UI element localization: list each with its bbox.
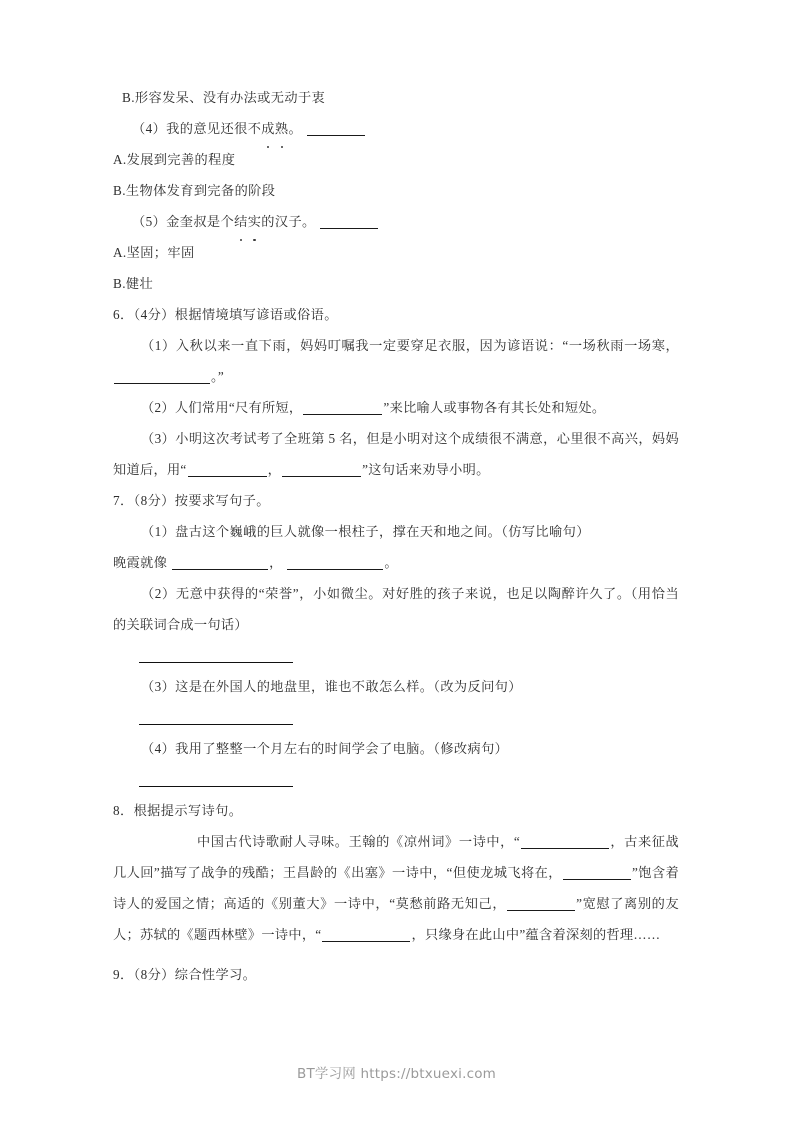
answer-blank-2[interactable] bbox=[287, 556, 383, 570]
item-text: 这是在外国人的地盘里，谁也不敢怎么样。（改为反问句） bbox=[175, 679, 522, 694]
question-7-score: （8分） bbox=[133, 493, 175, 508]
question-7-heading bbox=[113, 485, 679, 516]
poem-blank-4[interactable] bbox=[322, 928, 410, 942]
question-6-score: （4分） bbox=[133, 307, 175, 322]
item-label: （3） bbox=[141, 679, 176, 694]
answer-blank-1[interactable] bbox=[172, 556, 268, 570]
emphasis-char-1: 成 bbox=[261, 113, 275, 144]
question-6-item-3 bbox=[113, 423, 679, 485]
emphasis-char-2: 熟 bbox=[275, 113, 289, 144]
poem-text-4: ”宽慰了离别的友人；苏轼的《题西林壁》一诗中，“ bbox=[113, 896, 679, 942]
poem-text-3: ”饱含着诗人的爱国之情；高适的《别董大》一诗中，“莫愁前路无知己， bbox=[113, 865, 679, 911]
question-5-item-5 bbox=[113, 206, 679, 237]
answer-rule[interactable] bbox=[139, 724, 293, 725]
question-7-prompt: 按要求写句子。 bbox=[174, 493, 270, 508]
item-text: 小明这次考试考了全班第 5 名，但是小明对这个成绩很不满意，心里很不高兴，妈妈知道后，用“ bbox=[113, 431, 680, 477]
poem-blank-2[interactable] bbox=[563, 866, 631, 880]
answer-blank[interactable] bbox=[320, 215, 378, 229]
question-5-item-4-option-a: A.发展到完善的程度 bbox=[113, 152, 236, 167]
question-6-prompt: 根据情境填写谚语或俗语。 bbox=[174, 307, 338, 322]
question-8-body bbox=[113, 826, 679, 950]
item-sentence-before: 我的意见还很不 bbox=[166, 121, 262, 136]
answer-rule[interactable] bbox=[139, 786, 293, 787]
item-text-mid: ， bbox=[267, 462, 282, 477]
item-label: （3） bbox=[141, 431, 176, 446]
question-7-item-4-answer-row bbox=[113, 764, 679, 795]
question-9-heading bbox=[113, 959, 679, 990]
question-9-score: （8分） bbox=[133, 967, 175, 982]
footer-text: BT学习网 https://btxuexi.com bbox=[296, 1066, 497, 1082]
item-label: （1） bbox=[141, 524, 176, 539]
question-5-item-4-option-b: B.生物体发育到完备的阶段 bbox=[113, 183, 276, 198]
poem-blank-3[interactable] bbox=[507, 897, 575, 911]
question-6-heading bbox=[113, 299, 679, 330]
question-5-item-5-option-a: A.坚固；牢固 bbox=[113, 245, 195, 260]
item-text: 入秋以来一直下雨，妈妈叮嘱我一定要穿足衣服，因为谚语说：“一场秋雨一场寒， bbox=[175, 338, 679, 353]
question-7-item-1 bbox=[113, 516, 679, 547]
question-7-item-4 bbox=[113, 733, 679, 764]
item-label: （2） bbox=[141, 400, 175, 415]
question-8-prompt: 根据提示写诗句。 bbox=[133, 803, 243, 818]
poem-blank-1[interactable] bbox=[521, 835, 609, 849]
answer-blank[interactable] bbox=[307, 122, 365, 136]
item-text: 人们常用“尺有所短， bbox=[174, 400, 303, 415]
item-text-end: ”来比喻人或事物各有其长处和短处。 bbox=[383, 400, 606, 415]
answer-blank-2[interactable] bbox=[282, 463, 361, 477]
question-7-item-3 bbox=[113, 671, 679, 702]
answer-blank[interactable] bbox=[114, 370, 210, 384]
answer-mid: ， bbox=[269, 555, 283, 570]
item-text-end: 。” bbox=[211, 369, 225, 384]
footer-watermark bbox=[0, 1062, 793, 1082]
question-5-item-4 bbox=[113, 113, 679, 144]
answer-blank[interactable] bbox=[303, 401, 382, 415]
option-b-previous: B.形容发呆、没有办法或无动于衷 bbox=[122, 90, 326, 105]
question-8-number: 8． bbox=[113, 803, 134, 818]
question-7-item-1-answer bbox=[113, 547, 679, 578]
item-text: 盘古这个巍峨的巨人就像一根柱子，撑在天和地之间。（仿写比喻句） bbox=[175, 524, 590, 539]
item-label: （4） bbox=[141, 741, 176, 756]
question-8-heading bbox=[113, 795, 679, 826]
item-sentence-after: 的汉子。 bbox=[261, 214, 316, 229]
item-label: （1） bbox=[141, 338, 176, 353]
question-6-number: 6． bbox=[113, 307, 134, 322]
question-5-item-5-option-b: B.健壮 bbox=[113, 276, 154, 291]
item-label: （2） bbox=[141, 586, 176, 601]
emphasis-char-4: 实 bbox=[248, 206, 262, 237]
item-text: 我用了整整一个月左右的时间学会了电脑。（修改病句） bbox=[175, 741, 509, 756]
answer-end: 。 bbox=[384, 555, 398, 570]
poem-text-5: ，只缘身在此山中”蕴含着深刻的哲理…… bbox=[411, 927, 661, 942]
question-9-prompt: 综合性学习。 bbox=[174, 967, 257, 982]
item-text-end: ”这句话来劝导小明。 bbox=[362, 462, 490, 477]
question-7-number: 7． bbox=[113, 493, 134, 508]
item-number: （4） bbox=[132, 121, 167, 136]
question-7-item-3-answer-row bbox=[113, 702, 679, 733]
item-number: （5） bbox=[132, 214, 167, 229]
poem-text-2: ，古来征战几人回”描写了战争的残酷；王昌龄的《出塞》一诗中，“但使龙城飞将在， bbox=[113, 834, 679, 880]
content-column bbox=[113, 82, 679, 990]
emphasis-char-3: 结 bbox=[234, 206, 248, 237]
question-9-number: 9． bbox=[113, 967, 134, 982]
question-6-item-1 bbox=[113, 330, 679, 392]
item-sentence-before: 金奎叔是个 bbox=[166, 214, 235, 229]
item-text: 无意中获得的“荣誉”，小如微尘。对好胜的孩子来说，也足以陶醉许久了。（用恰当的关联词合成一句话） bbox=[113, 586, 679, 632]
answer-blank-1[interactable] bbox=[188, 463, 267, 477]
question-7-item-2 bbox=[113, 578, 679, 640]
item-sentence-after: 。 bbox=[288, 121, 303, 136]
question-6-item-2 bbox=[113, 392, 679, 423]
question-7-item-2-answer-row bbox=[113, 640, 679, 671]
answer-rule[interactable] bbox=[139, 662, 293, 663]
answer-lead: 晚霞就像 bbox=[113, 555, 168, 570]
poem-text-1: 中国古代诗歌耐人寻味。王翰的《凉州词》一诗中，“ bbox=[197, 834, 521, 849]
